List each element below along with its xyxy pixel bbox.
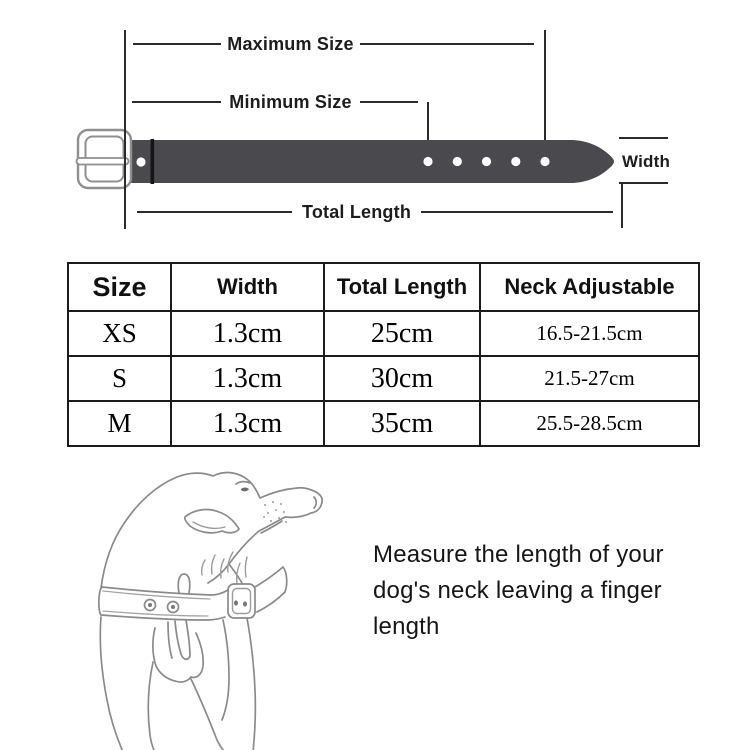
header-total-length: Total Length [324,263,480,311]
cell-size: M [68,401,171,446]
minimum-size-label: Minimum Size [229,92,352,112]
total-length-label: Total Length [301,202,412,222]
muzzle-dots [263,501,287,523]
size-table [67,262,700,447]
header-size: Size [68,263,171,311]
note-line: dog's neck leaving a finger [373,577,662,604]
note-line: length [373,613,440,640]
table-row-xs [68,311,699,356]
table-row-s [68,356,699,401]
cell-total-length: 25cm [324,311,480,356]
cell-size: S [68,356,171,401]
dog-collar-buckle [228,584,255,618]
cell-neck-adjustable: 25.5-28.5cm [480,401,699,446]
table-row-m [68,401,699,446]
cell-size: XS [68,311,171,356]
measurement-note [373,537,693,645]
size-table-container [67,262,700,447]
cell-neck-adjustable: 16.5-21.5cm [480,311,699,356]
measurement-lines [125,30,668,229]
human-hand [148,628,225,750]
header-neck-adjustable: Neck Adjustable [480,263,699,311]
belt-keeper [151,139,155,184]
size-table-header-row [68,263,699,311]
width-label: Width [622,152,671,171]
dog-ear [185,510,239,533]
header-width: Width [171,263,324,311]
belt-buckle [77,130,132,188]
cell-total-length: 35cm [324,401,480,446]
dog-collar-band [99,587,228,620]
cell-width: 1.3cm [171,356,324,401]
note-line: Measure the length of your [373,541,664,568]
maximum-size-label: Maximum Size [227,34,354,54]
buckle-prong [77,158,129,165]
cell-width: 1.3cm [171,401,324,446]
cell-total-length: 30cm [324,356,480,401]
neck-fur-strokes [202,552,247,583]
dog-eye [241,488,249,492]
dog-mouth-line [261,521,282,533]
cell-width: 1.3cm [171,311,324,356]
dog-eyebrow [236,482,250,484]
cell-neck-adjustable: 21.5-27cm [480,356,699,401]
finger-under-collar [178,574,190,593]
dog-with-collar-sketch [95,460,340,750]
